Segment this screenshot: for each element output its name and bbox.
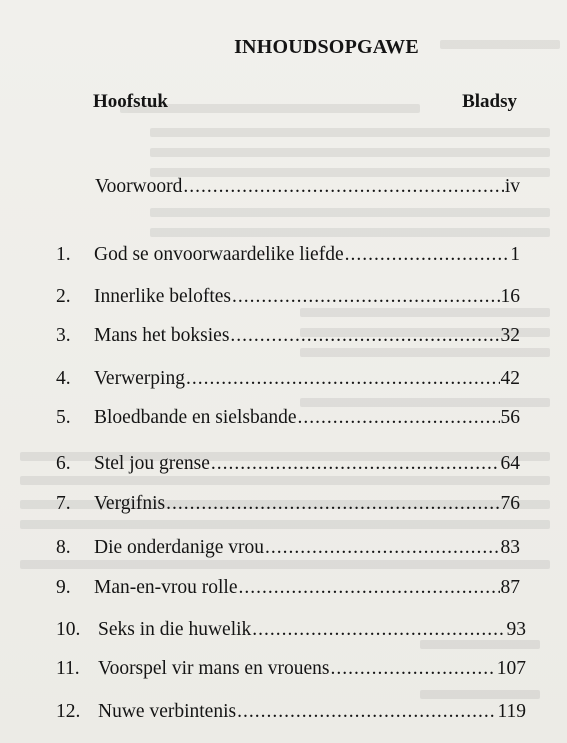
- chapter-number: 6.: [56, 453, 71, 474]
- chapter-number: 4.: [56, 368, 71, 389]
- toc-entry-page: 42: [500, 368, 520, 389]
- toc-entry[interactable]: [56, 656, 526, 682]
- toc-entry[interactable]: [56, 451, 520, 477]
- toc-entry-label: Seks in die huwelik: [98, 619, 252, 640]
- toc-entry-label: Man-en-vrou rolle: [94, 577, 238, 598]
- chapter-number: 11.: [56, 658, 80, 679]
- toc-entry[interactable]: [56, 491, 520, 517]
- dot-leader: [330, 656, 495, 682]
- toc-entry-page: 16: [500, 286, 520, 307]
- toc-entry-page: 119: [497, 701, 526, 722]
- page-column-header: Bladsy: [462, 91, 517, 112]
- toc-entry[interactable]: [56, 535, 520, 561]
- dot-leader: [183, 174, 503, 200]
- toc-entry[interactable]: [56, 575, 520, 601]
- toc-entry-page: 76: [500, 493, 520, 514]
- dot-leader: [232, 284, 500, 310]
- toc-entry-preface[interactable]: [95, 174, 520, 200]
- toc-entry-page: 83: [500, 537, 520, 558]
- chapter-number: 8.: [56, 537, 71, 558]
- dot-leader: [166, 491, 499, 517]
- toc-entry-label: God se onvoorwaardelike liefde: [94, 244, 344, 265]
- toc-entry-label: Innerlike beloftes: [94, 286, 231, 307]
- toc-entry-page: 56: [500, 407, 520, 428]
- toc-entry[interactable]: [56, 242, 520, 268]
- toc-entry[interactable]: [56, 699, 526, 725]
- toc-entry[interactable]: [56, 617, 526, 643]
- toc-entry-page: iv: [504, 176, 520, 197]
- dot-leader: [345, 242, 510, 268]
- toc-entry[interactable]: [56, 284, 520, 310]
- toc-entry-label: Stel jou grense: [94, 453, 210, 474]
- toc-entry-page: 93: [506, 619, 526, 640]
- toc-entry-label: Nuwe verbintenis: [98, 701, 237, 722]
- dot-leader: [239, 575, 500, 601]
- chapter-number: 10.: [56, 619, 81, 640]
- toc-entry[interactable]: [56, 405, 520, 431]
- chapter-number: 7.: [56, 493, 71, 514]
- toc-entry-label: Verwerping: [94, 368, 185, 389]
- dot-leader: [211, 451, 500, 477]
- toc-entry-page: 107: [496, 658, 526, 679]
- dot-leader: [237, 699, 496, 725]
- toc-entry-label: Vergifnis: [94, 493, 166, 514]
- toc-entry-page: 64: [500, 453, 520, 474]
- toc-entry-page: 1: [510, 244, 520, 265]
- dot-leader: [252, 617, 505, 643]
- chapter-number: 9.: [56, 577, 71, 598]
- toc-entry-label: Voorwoord: [95, 176, 183, 197]
- toc-entry-label: Die onderdanige vrou: [94, 537, 265, 558]
- toc-entry-label: Bloedbande en sielsbande: [94, 407, 297, 428]
- toc-entry-page: 87: [500, 577, 520, 598]
- page-title: INHOUDSOPGAWE: [234, 36, 419, 58]
- dot-leader: [265, 535, 499, 561]
- chapter-number: 3.: [56, 325, 71, 346]
- toc-entry-label: Voorspel vir mans en vrouens: [98, 658, 330, 679]
- dot-leader: [298, 405, 500, 431]
- dot-leader: [186, 366, 500, 392]
- toc-entry[interactable]: [56, 323, 520, 349]
- toc-entry-label: Mans het boksies: [94, 325, 230, 346]
- chapter-number: 5.: [56, 407, 71, 428]
- dot-leader: [230, 323, 499, 349]
- chapter-number: 12.: [56, 701, 81, 722]
- toc-entry-page: 32: [500, 325, 520, 346]
- chapter-number: 2.: [56, 286, 71, 307]
- chapter-column-header: Hoofstuk: [93, 91, 168, 112]
- toc-entry[interactable]: [56, 366, 520, 392]
- chapter-number: 1.: [56, 244, 71, 265]
